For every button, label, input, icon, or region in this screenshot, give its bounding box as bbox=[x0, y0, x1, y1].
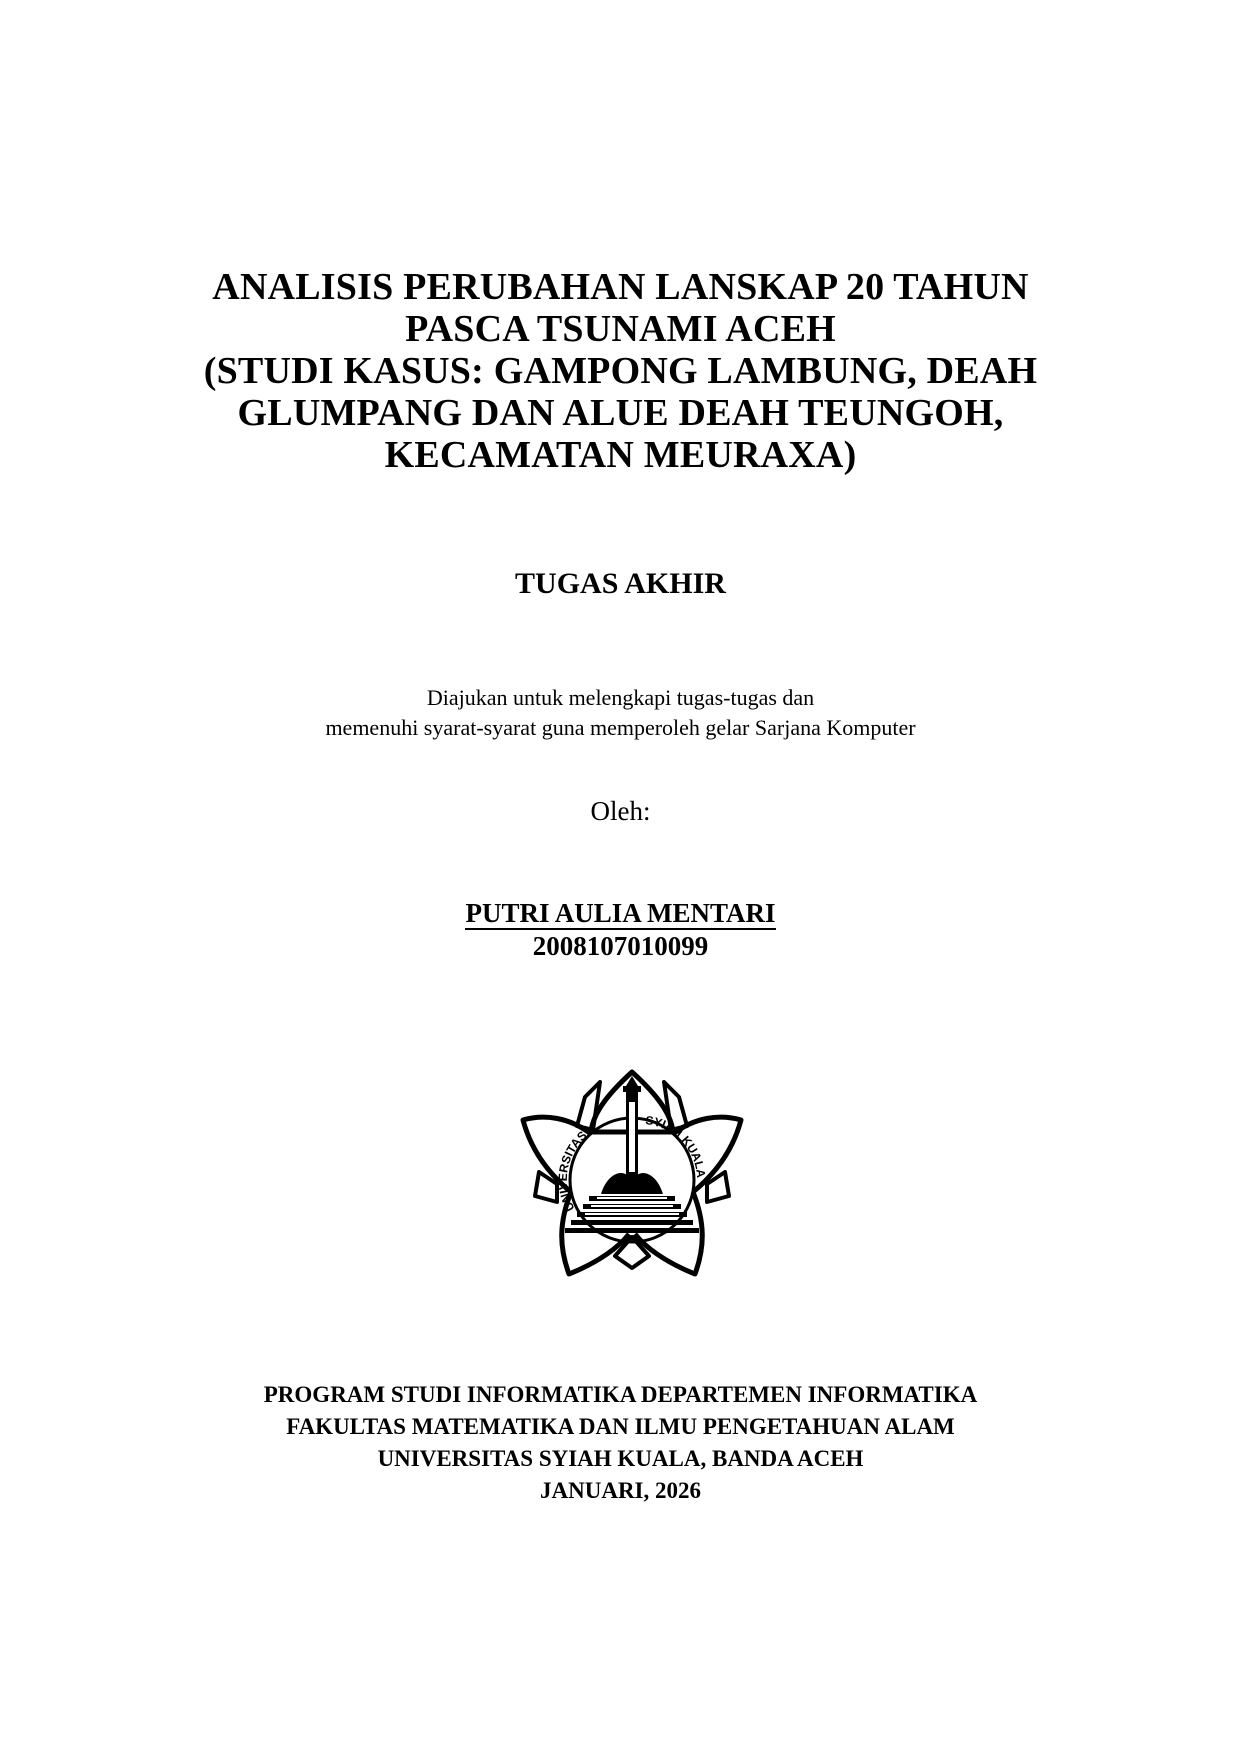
title-line-3: (STUDI KASUS: GAMPONG LAMBUNG, DEAH bbox=[203, 350, 1038, 392]
document-type: TUGAS AKHIR bbox=[515, 567, 726, 600]
title-line-2: PASCA TSUNAMI ACEH bbox=[405, 308, 836, 350]
by-label: Oleh: bbox=[590, 796, 651, 826]
program-line: PROGRAM STUDI INFORMATIKA DEPARTEMEN INFORMATIKA bbox=[263, 1382, 978, 1407]
title-line-5: KECAMATAN MEURAXA) bbox=[384, 434, 857, 476]
author-block bbox=[0, 897, 1241, 962]
university-line: UNIVERSITAS SYIAH KUALA, BANDA ACEH bbox=[377, 1446, 864, 1471]
university-seal-icon bbox=[515, 1062, 749, 1282]
purpose-line-1: Diajukan untuk melengkapi tugas-tugas dan bbox=[426, 685, 815, 710]
title-line-1: ANALISIS PERUBAHAN LANSKAP 20 TAHUN bbox=[212, 266, 1029, 308]
thesis-title bbox=[0, 266, 1241, 476]
author-name: PUTRI AULIA MENTARI bbox=[465, 898, 776, 928]
seal-text-left: UNIVERSITAS bbox=[555, 1128, 590, 1214]
purpose-line-2: memenuhi syarat-syarat guna memperoleh gelar Sarjana Komputer bbox=[325, 715, 916, 740]
seal-text-right: SYIAH KUALA bbox=[644, 1113, 709, 1179]
institution-block bbox=[0, 1379, 1241, 1507]
title-line-4: GLUMPANG DAN ALUE DEAH TEUNGOH, bbox=[237, 392, 1004, 434]
faculty-line: FAKULTAS MATEMATIKA DAN ILMU PENGETAHUAN ALAM bbox=[286, 1414, 955, 1439]
student-id: 2008107010099 bbox=[532, 931, 709, 961]
date-line: JANUARI, 2026 bbox=[540, 1478, 701, 1503]
purpose-statement bbox=[0, 683, 1241, 743]
